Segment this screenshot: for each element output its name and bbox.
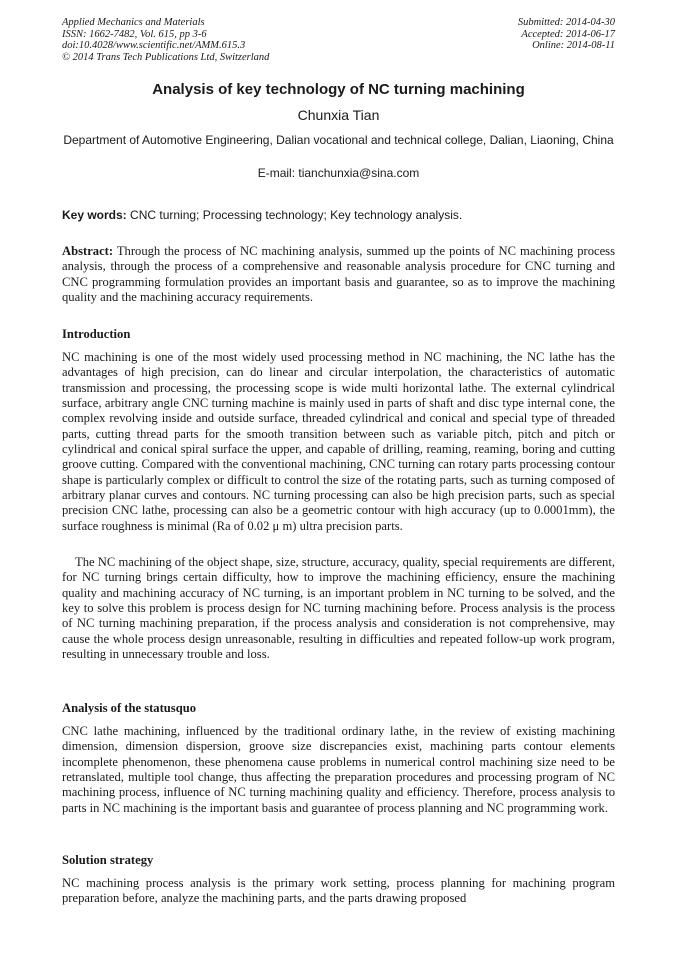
online-date: Online: 2014-08-11	[532, 40, 615, 52]
paragraph: NC machining process analysis is the primary work setting, process planning for machining program preparation before, analyze the machining parts, and the parts drawing proposed	[62, 876, 615, 906]
keywords-text: CNC turning; Processing technology; Key technology analysis.	[126, 208, 463, 222]
paragraph: CNC lathe machining, influenced by the traditional ordinary lathe, in the review of existing machining dimension, dimension dispersion, groove size discrepancies exist, machining parts contour elements incomplete phenomenon, these phenomena cause problems in numerical control machining size need to be retranslated, multiple tool change, thus affecting the preparation procedures and processing program of NC machining process, influence of NC turning machining quality and efficiency. Therefore, process analysis to parts in NC machining is the important basis and guarantee of process planning and NC programming work.	[62, 724, 615, 815]
abstract	[62, 244, 615, 305]
paragraph: NC machining is one of the most widely used processing method in NC machining, the NC lathe has the advantages of high precision, can do linear and circular interpolation, the characteristics of automatic transmission and processing, the processing scope is wide multi horizontal lathe. The external cylindrical surface, arbitrary angle CNC turning machine is mainly used in parts of shaft and disc type internal cone, the complex revolving inside and outside surface, threaded cylindrical and conical and special type of threaded parts, cutting thread parts for the smooth transition between such as variable pitch, pitch and pitch or cylindrical and conical spiral surface the upper, and capable of drilling, reaming, reaming, boring and cutting groove cutting. Compared with the conventional machining, CNC turning can rotary parts processing contour shape is particularly complex or difficult to control the size of the rotating parts, such as turning composed of arbitrary planar curves and contours. NC turning processing can also be high precision parts, such as special precision CNC lathe, processing can also be a geometric contour with high accuracy (up to 0.0001mm), the surface roughness is minimal (Ra of 0.02 μ m) ultra precision parts.	[62, 350, 615, 533]
abstract-label: Abstract:	[62, 244, 114, 258]
keywords	[62, 208, 615, 223]
section-heading-introduction: Introduction	[62, 327, 131, 341]
abstract-text: Through the process of NC machining analysis, summed up the points of NC machining process analysis, through the process of a comprehensive and reasonable analysis procedure for CNC turning and CNC programming formulation provides an important basis and guarantee, so as to improve the machining quality and the machining accuracy requirements.	[62, 244, 615, 305]
journal-name: Applied Mechanics and Materials	[62, 17, 205, 28]
keywords-label: Key words:	[62, 208, 127, 222]
author-email: E-mail: tianchunxia@sina.com	[257, 166, 420, 180]
affiliation: Department of Automotive Engineering, Dalian vocational and technical college, Dalian, Liaoning, China	[63, 133, 614, 147]
doi: doi:10.4028/www.scientific.net/AMM.615.3	[62, 40, 246, 52]
journal-info	[62, 17, 362, 63]
issn-volume: ISSN: 1662-7482, Vol. 615, pp 3-6	[62, 28, 207, 40]
copyright: © 2014 Trans Tech Publications Ltd, Switzerland	[62, 51, 270, 63]
paragraph: The NC machining of the object shape, size, structure, accuracy, quality, special requirements are different, for NC turning brings certain difficulty, how to improve the machining efficiency, ensure the machining quality and machining accuracy of NC turning, is an important problem in NC turning to be solved, and the key to solve this problem is process design for NC turning machining before. Process analysis is the process of NC turning machining preparation, if the process analysis and consideration is not comprehensive, may cause the whole process design unreasonable, resulting in difficulties and repeated follow-up work program, resulting in unnecessary trouble and loss.	[62, 555, 615, 662]
submitted-date: Submitted: 2014-04-30	[517, 17, 615, 28]
author-name: Chunxia Tian	[297, 107, 380, 123]
section-heading-status: Analysis of the statusquo	[62, 701, 197, 715]
accepted-date: Accepted: 2014-06-17	[521, 28, 615, 40]
paper-title: Analysis of key technology of NC turning machining	[152, 81, 525, 98]
dates-info	[415, 17, 615, 52]
section-heading-solution: Solution strategy	[62, 853, 154, 867]
